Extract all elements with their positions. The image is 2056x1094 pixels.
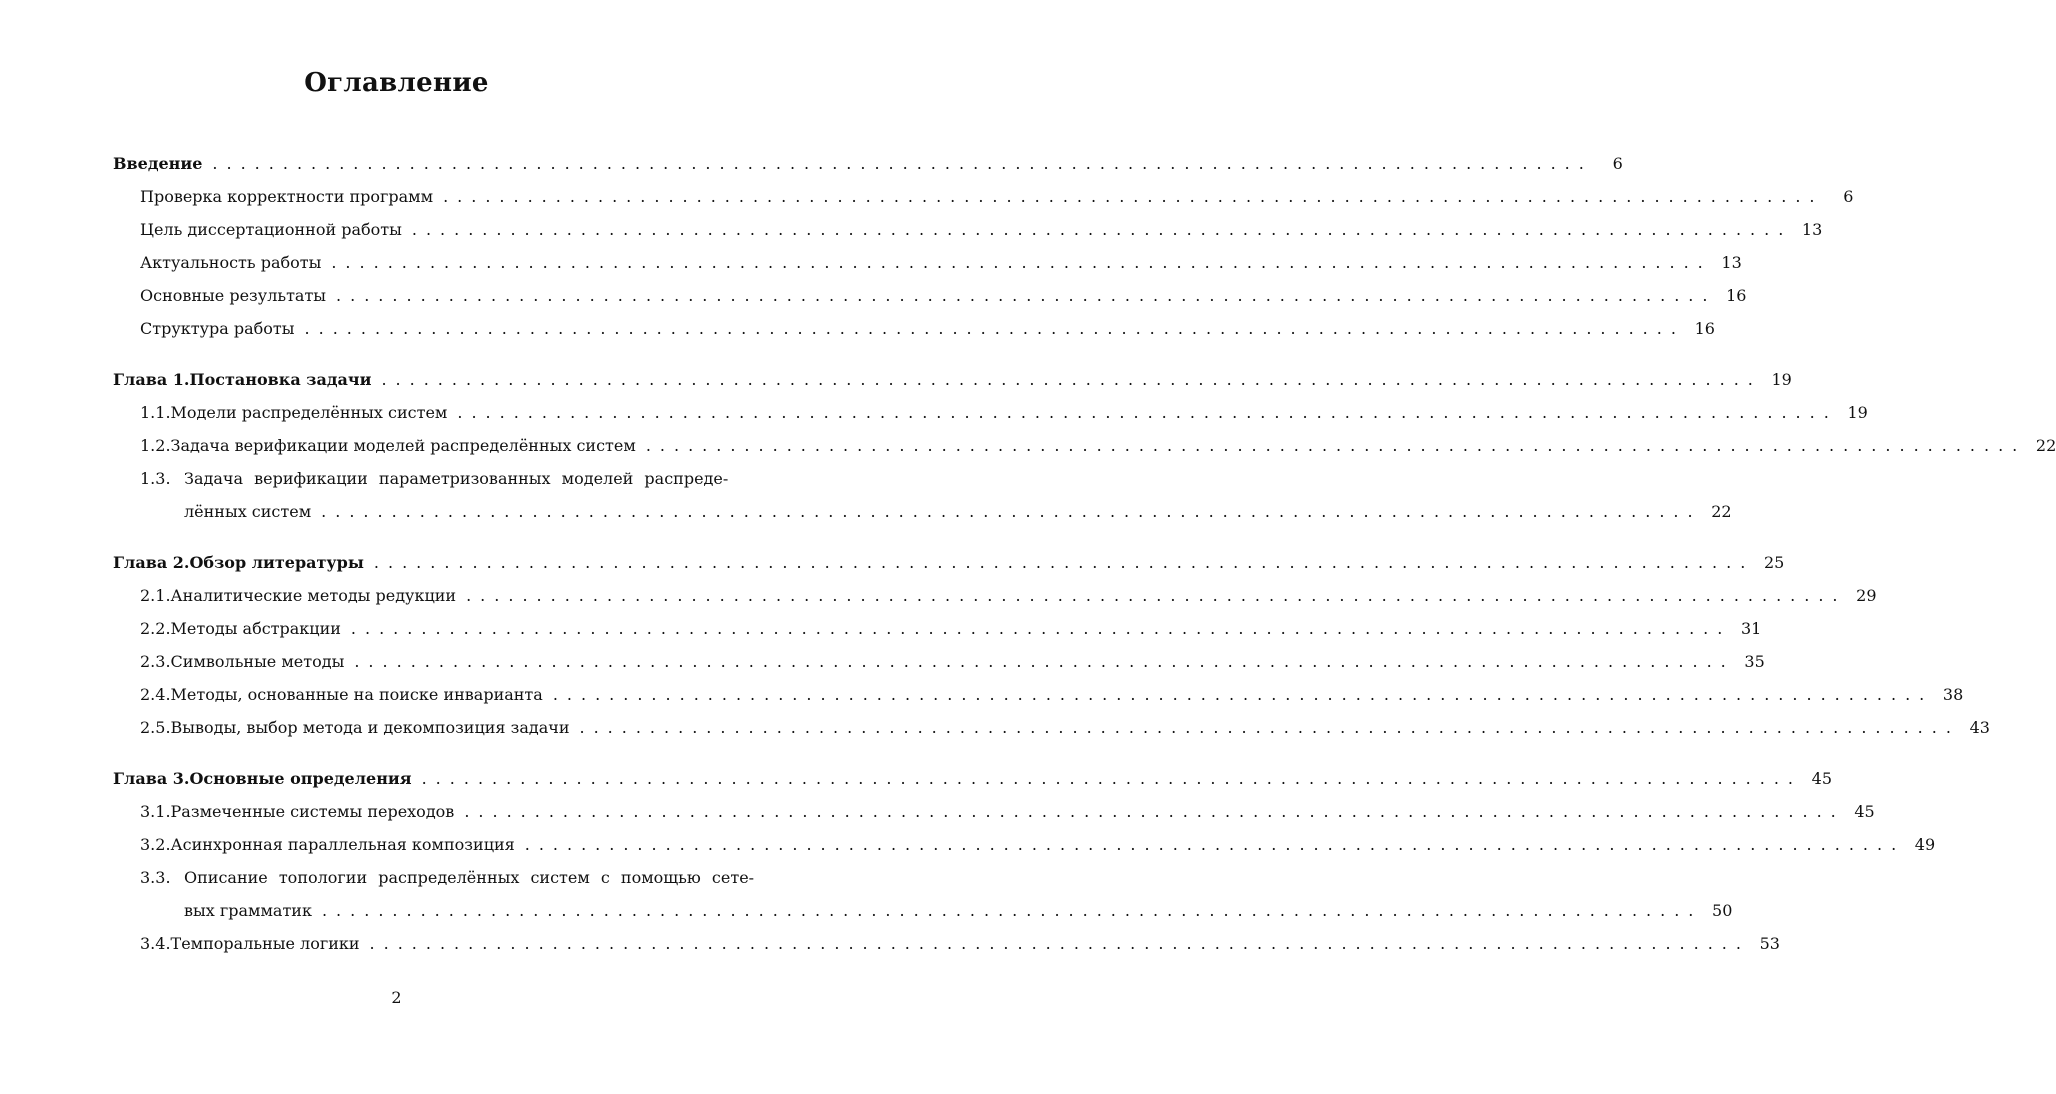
toc-entry-page: 45 [1854,802,1875,821]
toc-entry-page: 50 [1712,901,1733,920]
dot-leader: .................................................................................................. [373,553,1755,572]
section-label: вых грамматик [184,901,312,920]
dot-leader: .................................................................................................. [350,619,1732,638]
toc-entry[interactable] [140,220,1823,240]
section-number: 3.1. [140,802,171,821]
toc-entry[interactable] [140,187,1854,207]
toc-entry-page: 19 [1847,403,1868,422]
chapter-title: Основные определения [189,769,412,788]
toc-entry-page: 35 [1744,652,1765,671]
section-label: Символьные методы [170,652,345,671]
section-label: Задача верификации параметризованных моделей распреде- [184,469,729,488]
page-title: Оглавление [304,68,489,98]
toc-section[interactable] [140,934,1780,954]
section-number: 1.3. [140,469,171,488]
chapter-title: Постановка задачи [189,370,372,389]
toc-section-line1[interactable] [140,469,756,489]
toc-entry-page: 6 [1612,154,1623,173]
toc-section-line2[interactable] [184,502,1732,522]
toc-entry-page: 38 [1942,685,1964,704]
section-number: 1.1. [140,403,171,422]
toc-entry-label: Цель диссертационной работы [140,220,402,239]
dot-leader: .................................................................................................. [524,835,1906,854]
section-label: Асинхронная параллельная композиция [170,835,515,854]
section-number: 2.1. [140,586,171,605]
section-label: Модели распределённых систем [170,403,448,422]
section-number: 2.3. [140,652,171,671]
toc-entry-page: 45 [1811,769,1833,788]
toc-entry-label: Актуальность работы [140,253,322,272]
dot-leader: .................................................................................................. [321,901,1703,920]
toc-section[interactable] [140,802,1875,822]
toc-entry-label: Структура работы [140,319,295,338]
section-label: Размеченные системы переходов [170,802,455,821]
dot-leader: .................................................................................................. [336,286,1717,305]
dot-leader: .................................................................................................. [464,802,1845,821]
dot-leader: .................................................................................................. [212,154,1593,173]
toc-section-line1[interactable] [140,868,756,888]
toc-section[interactable] [140,685,1964,705]
toc-section[interactable] [140,586,1877,606]
section-number: 3.4. [140,934,171,953]
toc-entry[interactable] [140,286,1747,306]
page-number: 2 [391,988,402,1007]
toc-entry-page: 22 [2035,436,2056,455]
toc-entry-page: 22 [1711,502,1732,521]
dot-leader: .................................................................................................. [331,253,1712,272]
chapter-number: Глава 3. [113,769,190,788]
toc-entry-page: 13 [1721,253,1742,272]
section-number: 3.2. [140,835,171,854]
dot-leader: .................................................................................................. [421,769,1803,788]
toc-section[interactable] [140,619,1762,639]
toc-entry-page: 6 [1843,187,1854,206]
section-label: Описание топологии распределённых систем с помощью сете- [184,868,755,887]
dot-leader: .................................................................................................. [579,718,1960,737]
toc-entry-intro[interactable] [113,154,1623,174]
toc-entry-label: Проверка корректности программ [140,187,434,206]
dot-leader: .................................................................................................. [645,436,2027,455]
section-label: Задача верификации моделей распределённых систем [170,436,636,455]
dot-leader: .................................................................................................. [304,319,1685,338]
dot-leader: .................................................................................................. [443,187,1824,206]
toc-section-line2[interactable] [184,901,1733,921]
section-label: Методы, основанные на поиске инварианта [170,685,543,704]
section-number: 3.3. [140,868,171,887]
section-number: 2.4. [140,685,171,704]
section-label: Темпоральные логики [170,934,360,953]
toc-entry-page: 25 [1763,553,1785,572]
section-label: Выводы, выбор метода и декомпозиция задачи [170,718,570,737]
section-label: лённых систем [184,502,312,521]
dot-leader: .................................................................................................. [552,685,1934,704]
toc-section[interactable] [140,835,1936,855]
chapter-title: Обзор литературы [189,553,364,572]
toc-section[interactable] [140,403,1868,423]
toc-entry[interactable] [140,319,1715,339]
section-label: Аналитические методы редукции [170,586,457,605]
toc-entry-page: 13 [1801,220,1823,239]
toc-entry-page: 53 [1759,934,1780,953]
toc-section[interactable] [140,436,2056,456]
section-number: 1.2. [140,436,171,455]
dot-leader: .................................................................................................. [457,403,1838,422]
toc-entry-page: 43 [1969,718,1990,737]
dot-leader: .................................................................................................. [369,934,1750,953]
dot-leader: .................................................................................................. [321,502,1702,521]
toc-entry-page: 49 [1914,835,1936,854]
chapter-number: Глава 2. [113,553,190,572]
toc-section[interactable] [140,652,1765,672]
toc-entry-page: 16 [1726,286,1747,305]
toc-entry-label: Основные результаты [140,286,327,305]
dot-leader: .................................................................................................. [411,220,1793,239]
section-label: Методы абстракции [170,619,341,638]
section-number: 2.5. [140,718,171,737]
toc-chapter-2[interactable] [113,553,1785,573]
toc-entry-page: 19 [1771,370,1792,389]
dot-leader: .................................................................................................. [466,586,1847,605]
toc-entry-label: Введение [113,154,203,173]
toc-chapter-1[interactable] [113,370,1792,390]
chapter-number: Глава 1. [113,370,190,389]
toc-entry-page: 16 [1694,319,1715,338]
toc-entry-page: 31 [1740,619,1762,638]
dot-leader: .................................................................................................. [381,370,1762,389]
toc-entry[interactable] [140,253,1742,273]
toc-chapter-3[interactable] [113,769,1833,789]
toc-section[interactable] [140,718,1990,738]
toc-entry-page: 29 [1856,586,1877,605]
dot-leader: .................................................................................................. [354,652,1735,671]
section-number: 2.2. [140,619,171,638]
